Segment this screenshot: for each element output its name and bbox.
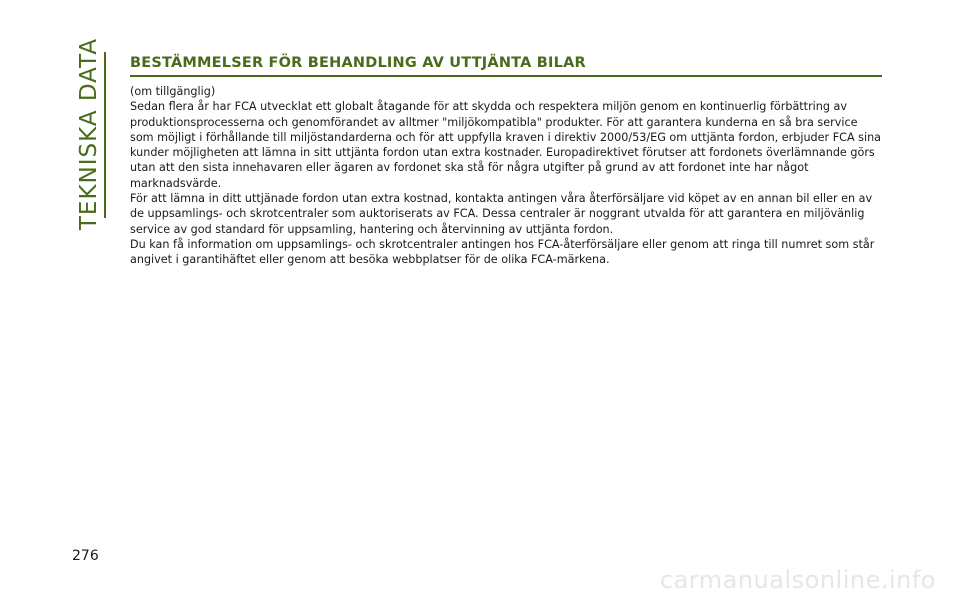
paragraph-2: För att lämna in ditt uttjänade fordon utan extra kostnad, kontakta antingen våra återförsäljare vid köpet av en annan bil eller en av de uppsamlings- och skrotcentraler som auktoriserats av FCA. Dessa centraler är noggrant utvalda för att garantera en miljövänlig service av god standard för uppsamling, hantering och återvinning av uttjänta fordon. (130, 192, 873, 236)
section-heading: BESTÄMMELSER FÖR BEHANDLING AV UTTJÄNTA BILAR (130, 55, 586, 71)
section-subheading: (om tillgänglig) (130, 85, 216, 98)
page-number: 276 (72, 548, 99, 564)
watermark: carmanualsonline.info (659, 566, 936, 594)
paragraph-1: Sedan flera år har FCA utvecklat ett globalt åtagande för att skydda och respektera miljön genom en kontinuerlig förbättring av produktionsprocesserna och genomförandet av alltmer "miljökompatibla" produkter. För att garantera kunderna en så bra service som möjligt i förhållande till miljöstandarderna och för att uppfylla kraven i direktiv 2000/53/EG om uttjänta fordon, erbjuder FCA sina kunder möjligheten att lämna in sitt uttjänta fordon utan extra kostnader. Europadirektivet förutser att fordonets överlämnande görs utan att den sista innehavaren eller ägaren av fordonet ska stå för några utgifter på grund av att fordonet inte har något marknadsvärde. (130, 100, 882, 190)
main-content (130, 53, 882, 268)
section-body (130, 84, 882, 268)
paragraph-3: Du kan få information om uppsamlings- och skrotcentraler antingen hos FCA-återförsäljare eller genom att ringa till numret som står angivet i garantihäftet eller genom att besöka webbplatser för de olika FCA-märkena. (130, 237, 875, 267)
heading-underline (130, 75, 882, 77)
side-divider (104, 52, 106, 218)
side-section-title (72, 37, 106, 231)
side-section-title-text: TEKNISKA DATA (76, 37, 103, 231)
